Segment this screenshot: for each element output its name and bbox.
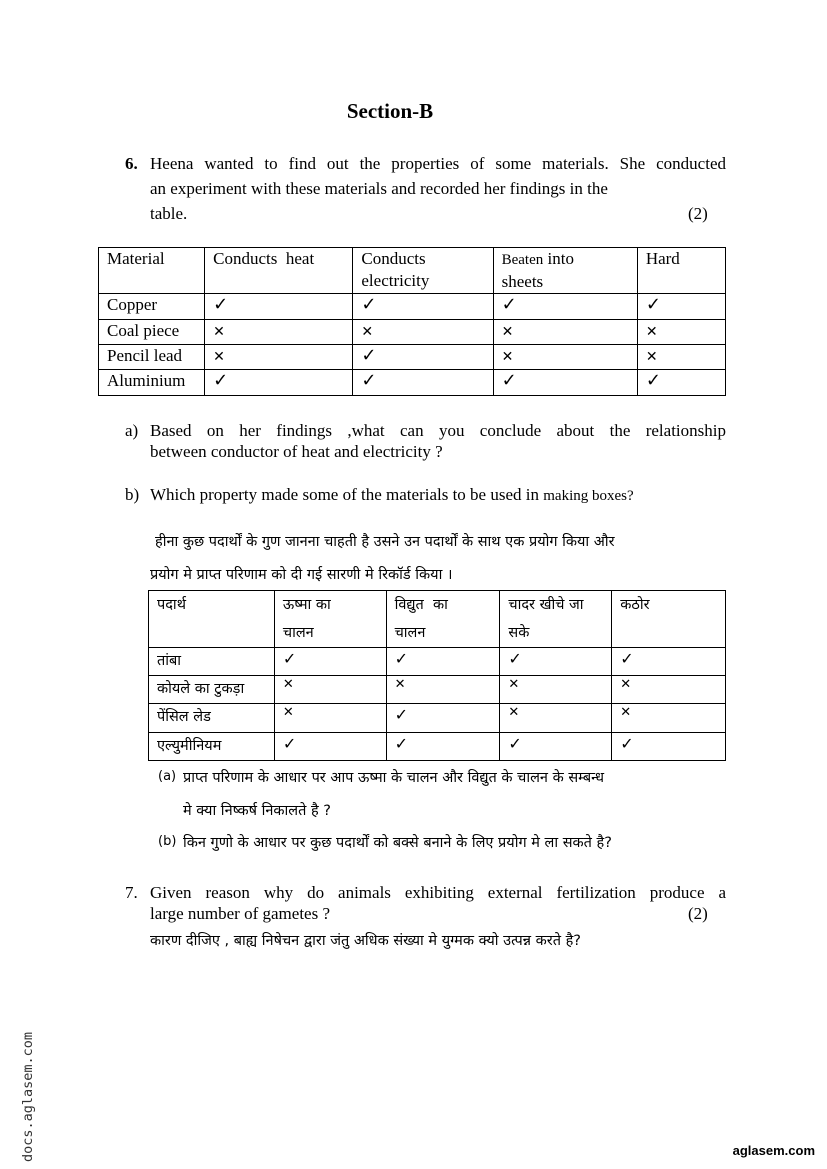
part-a-line-2: between conductor of heat and electricity ? <box>150 442 443 461</box>
header-conducts-heat: Conducts heat <box>205 248 353 294</box>
hindi-part-a-line-1: प्राप्त परिणाम के आधार पर आप ऊष्मा के चालन और विद्युत के चालन के सम्बन्ध <box>183 770 605 786</box>
question-7-number: 7. <box>125 883 138 902</box>
tick-icon: ✓ <box>501 294 517 315</box>
cross-icon: ✕ <box>645 324 658 340</box>
cross-icon: ✕ <box>620 677 632 692</box>
tick-icon: ✓ <box>361 294 377 315</box>
part-b-label: b) <box>125 485 140 504</box>
table-row <box>99 320 726 345</box>
material-name: Copper <box>99 294 205 320</box>
table-header-row <box>149 591 726 648</box>
question-7-line-2: large number of gametes ? <box>150 904 331 923</box>
hindi-part-a-label: (a) <box>158 769 177 784</box>
table-row <box>99 370 726 396</box>
cross-icon: ✕ <box>213 349 225 365</box>
cross-icon: ✕ <box>394 677 406 692</box>
brand-footer: aglasem.com <box>732 1143 815 1158</box>
tick-icon: ✓ <box>394 649 408 668</box>
tick-icon: ✓ <box>620 649 634 668</box>
hindi-intro-line-2: प्रयोग मे प्राप्त परिणाम को दी गई सारणी मे रिकॉर्ड किया । <box>150 567 453 583</box>
header-conducts-heat: ऊष्मा का चालन <box>274 591 386 648</box>
hindi-part-b-label: (b) <box>158 834 177 849</box>
tick-icon: ✓ <box>361 370 377 391</box>
part-a-line-1: Based on her findings ,what can you conclude about the relationship <box>150 421 726 440</box>
tick-icon: ✓ <box>645 370 661 391</box>
tick-icon: ✓ <box>508 649 522 668</box>
material-name: Pencil lead <box>99 345 205 370</box>
header-beaten-into-sheets: Beaten into sheets <box>493 248 637 294</box>
cross-icon: ✕ <box>620 705 632 720</box>
header-hard: कठोर <box>612 591 726 648</box>
question-6-line-3: table. <box>150 204 188 223</box>
cross-icon: ✕ <box>501 324 514 340</box>
question-6-line-2: an experiment with these materials and recorded her findings in the <box>150 179 608 198</box>
material-name: Coal piece <box>99 320 205 345</box>
cross-icon: ✕ <box>501 349 514 365</box>
header-hard: Hard <box>637 248 725 294</box>
tick-icon: ✓ <box>361 345 377 366</box>
tick-icon: ✓ <box>213 294 229 315</box>
tick-icon: ✓ <box>508 734 522 753</box>
question-7-marks: (2) <box>688 904 708 923</box>
cross-icon: ✕ <box>282 705 294 720</box>
table-row <box>149 733 726 761</box>
tick-icon: ✓ <box>620 734 634 753</box>
hindi-part-a-line-2: मे क्या निष्कर्ष निकालते है ? <box>183 803 331 819</box>
table-header-row <box>99 248 726 294</box>
cross-icon: ✕ <box>508 705 520 720</box>
header-beaten-into-sheets: चादर खीचे जा सके <box>500 591 612 648</box>
properties-table-hindi <box>148 590 726 761</box>
tick-icon: ✓ <box>282 734 297 753</box>
table-row <box>149 648 726 676</box>
question-6-number: 6. <box>125 154 138 173</box>
material-name: Aluminium <box>99 370 205 396</box>
header-material: Material <box>99 248 205 294</box>
properties-table-english <box>98 247 726 396</box>
part-a-label: a) <box>125 421 139 440</box>
tick-icon: ✓ <box>394 705 408 724</box>
tick-icon: ✓ <box>213 370 229 391</box>
cross-icon: ✕ <box>645 349 658 365</box>
question-6-line-1: Heena wanted to find out the properties of some materials. She conducted <box>150 154 726 173</box>
tick-icon: ✓ <box>645 294 661 315</box>
cross-icon: ✕ <box>282 677 294 692</box>
tick-icon: ✓ <box>394 734 408 753</box>
table-row <box>149 676 726 704</box>
material-name: तांबा <box>149 648 275 676</box>
hindi-intro-line-1: हीना कुछ पदार्थों के गुण जानना चाहती है उसने उन पदार्थों के साथ एक प्रयोग किया और <box>155 534 615 550</box>
table-row <box>149 704 726 733</box>
section-title: Section-B <box>346 99 434 123</box>
question-7-line-1: Given reason why do animals exhibiting external fertilization produce a <box>150 883 726 902</box>
question-6-marks: (2) <box>688 204 708 223</box>
table-row <box>99 294 726 320</box>
header-material: पदार्थ <box>149 591 275 648</box>
tick-icon: ✓ <box>501 370 517 391</box>
hindi-part-b-text: किन गुणो के आधार पर कुछ पदार्थों को बक्से बनाने के लिए प्रयोग मे ला सकते है? <box>183 835 612 851</box>
table-row <box>99 345 726 370</box>
material-name: कोयले का टुकड़ा <box>149 676 275 704</box>
cross-icon: ✕ <box>508 677 520 692</box>
material-name: एल्युमीनियम <box>149 733 275 761</box>
part-b-text: Which property made some of the materials to be used in making boxes? <box>150 485 634 504</box>
material-name: पेंसिल लेड <box>149 704 275 733</box>
header-conducts-electricity: Conducts electricity <box>353 248 493 294</box>
question-7-hindi: कारण दीजिए , बाह्य निषेचन द्वारा जंतु अधिक संख्या मे युग्मक क्यो उत्पन्न करते है? <box>150 933 581 949</box>
cross-icon: ✕ <box>361 324 374 340</box>
cross-icon: ✕ <box>213 324 225 340</box>
header-conducts-electricity: विद्युत का चालन <box>386 591 500 648</box>
watermark-vertical: docs.aglasem.com <box>20 1031 36 1162</box>
tick-icon: ✓ <box>282 649 297 668</box>
